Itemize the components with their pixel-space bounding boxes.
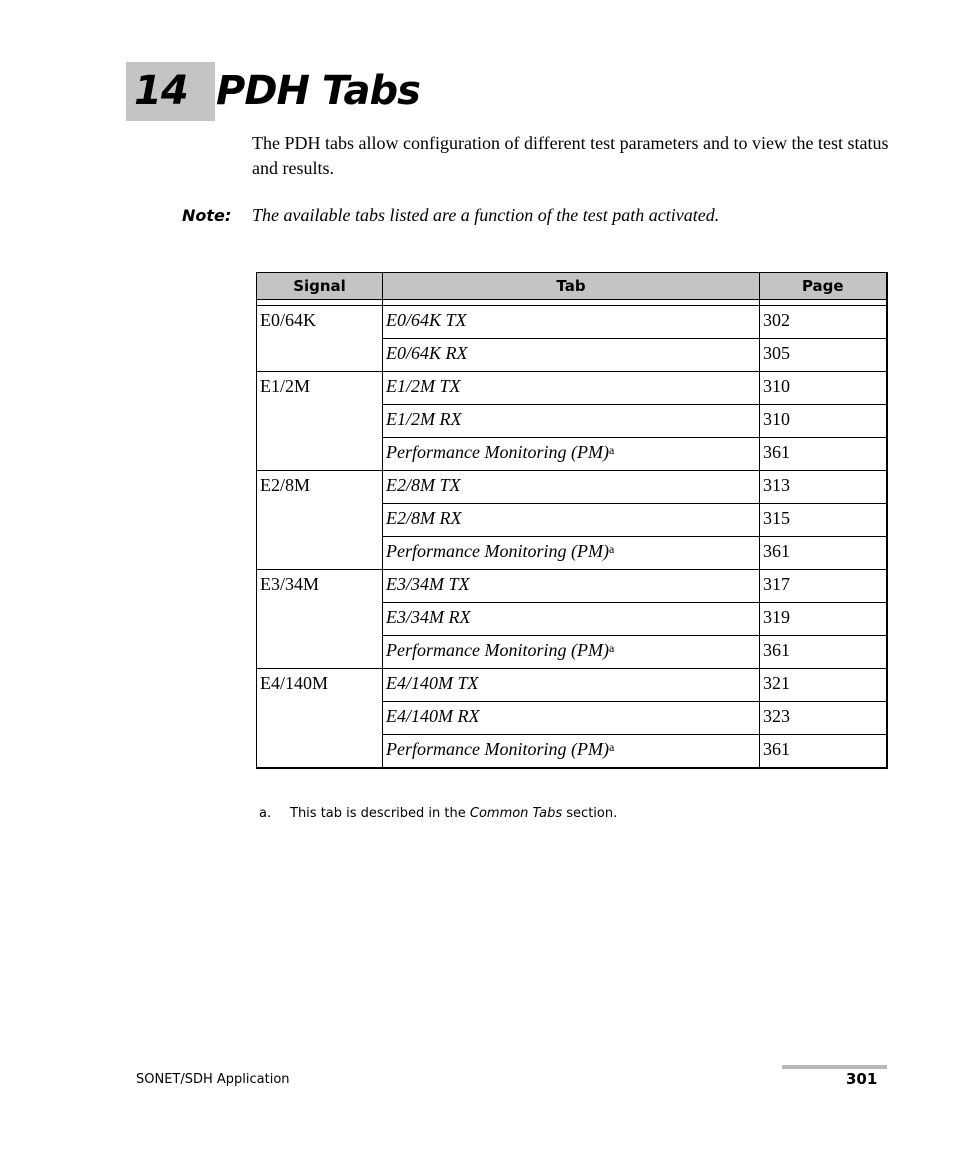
signal-cell (257, 669, 383, 768)
tab-cell (383, 570, 760, 603)
tab-name: E4/140M TX (386, 673, 479, 693)
tab-name: E3/34M RX (386, 607, 471, 627)
tab-name: Performance Monitoring (PM) (386, 739, 609, 759)
page-number: 361 (763, 442, 790, 462)
footnote-marker: a (608, 542, 615, 556)
footnote-marker: a (608, 443, 615, 457)
signal-cell (257, 306, 383, 372)
tab-cell (383, 504, 760, 537)
tab-cell (383, 603, 760, 636)
pdh-tabs-table (256, 272, 888, 769)
tab-label (386, 570, 470, 595)
tab-name: Performance Monitoring (PM) (386, 640, 609, 660)
page-cell (760, 636, 887, 669)
tab-label (386, 306, 467, 331)
tab-cell (383, 405, 760, 438)
tab-name: E0/64K RX (386, 343, 468, 363)
signal-cell (257, 570, 383, 669)
tab-name: E0/64K TX (386, 310, 467, 330)
page-cell (760, 306, 887, 339)
signal-label: E2/8M (260, 475, 311, 495)
signal-label: E4/140M (260, 673, 329, 693)
page-cell (760, 372, 887, 405)
table-row (257, 471, 887, 504)
footnote-text (290, 805, 617, 823)
tab-label (386, 702, 479, 727)
page-cell (760, 339, 887, 372)
tab-name: E2/8M RX (386, 508, 462, 528)
page-cell (760, 471, 887, 504)
signal-cell (257, 372, 383, 471)
tab-label (386, 669, 479, 694)
tab-label (386, 537, 614, 562)
page-cell (760, 669, 887, 702)
header-tab: Tab (383, 273, 760, 300)
page-cell (760, 603, 887, 636)
page-cell (760, 570, 887, 603)
tab-cell (383, 339, 760, 372)
footnote-text-italic: Common Tabs (469, 806, 563, 821)
footnote-text-after: section. (562, 806, 618, 821)
footnote-letter: a. (259, 806, 272, 821)
header-page: Page (760, 273, 887, 300)
table-row (257, 669, 887, 702)
tab-name: E1/2M TX (386, 376, 461, 396)
page-number: 302 (763, 310, 790, 330)
tab-cell (383, 306, 760, 339)
table-row (257, 306, 887, 339)
signal-label: E3/34M (260, 574, 320, 594)
tab-name: E4/140M RX (386, 706, 480, 726)
tab-cell (383, 636, 760, 669)
page-number: 310 (763, 376, 790, 396)
tab-name: Performance Monitoring (PM) (386, 541, 609, 561)
tab-cell (383, 669, 760, 702)
page-number: 361 (763, 541, 790, 561)
tab-label (386, 438, 614, 463)
table-row (257, 372, 887, 405)
chapter-number: 14 (134, 68, 188, 114)
signal-label: E0/64K (260, 310, 316, 330)
tab-cell (383, 372, 760, 405)
tab-label (386, 405, 461, 430)
footer-document-title: SONET/SDH Application (136, 1072, 290, 1087)
tab-label (386, 372, 461, 397)
page-number: 317 (763, 574, 790, 594)
tab-cell (383, 471, 760, 504)
page-number: 361 (763, 640, 790, 660)
header-signal: Signal (257, 273, 383, 300)
page-number: 323 (763, 706, 790, 726)
tab-cell (383, 438, 760, 471)
page-number: 315 (763, 508, 790, 528)
footnote-marker: a (608, 740, 615, 754)
tab-name: E2/8M TX (386, 475, 461, 495)
tab-label (386, 603, 470, 628)
page-cell (760, 504, 887, 537)
tab-label (386, 636, 614, 661)
footnote-marker: a (608, 641, 615, 655)
page-number: 361 (763, 739, 790, 759)
footnote-text-before: This tab is described in the (290, 806, 470, 821)
page-cell (760, 537, 887, 570)
tab-name: Performance Monitoring (PM) (386, 442, 609, 462)
tab-label (386, 339, 468, 364)
page-cell (760, 702, 887, 735)
note-text: The available tabs listed are a function of the test path activated. (252, 205, 720, 225)
chapter-title: PDH Tabs (216, 68, 420, 114)
tab-label (386, 735, 614, 760)
tab-cell (383, 537, 760, 570)
tab-name: E3/34M TX (386, 574, 470, 594)
page-number: 319 (763, 607, 790, 627)
page-number: 305 (763, 343, 790, 363)
tab-name: E1/2M RX (386, 409, 462, 429)
table-row (257, 570, 887, 603)
tab-label (386, 471, 461, 496)
tab-cell (383, 735, 760, 768)
table-header-row (257, 273, 887, 300)
page-number: 313 (763, 475, 790, 495)
signal-cell (257, 471, 383, 570)
tab-cell (383, 702, 760, 735)
page-cell (760, 405, 887, 438)
note-label: Note: (182, 206, 232, 225)
footer-page-number: 301 (846, 1070, 878, 1088)
page-number: 321 (763, 673, 790, 693)
intro-paragraph: The PDH tabs allow configuration of different test parameters and to view the test status and results. (252, 133, 889, 178)
page-cell (760, 438, 887, 471)
tab-label (386, 504, 461, 529)
page-number: 310 (763, 409, 790, 429)
signal-label: E1/2M (260, 376, 311, 396)
page-cell (760, 735, 887, 768)
